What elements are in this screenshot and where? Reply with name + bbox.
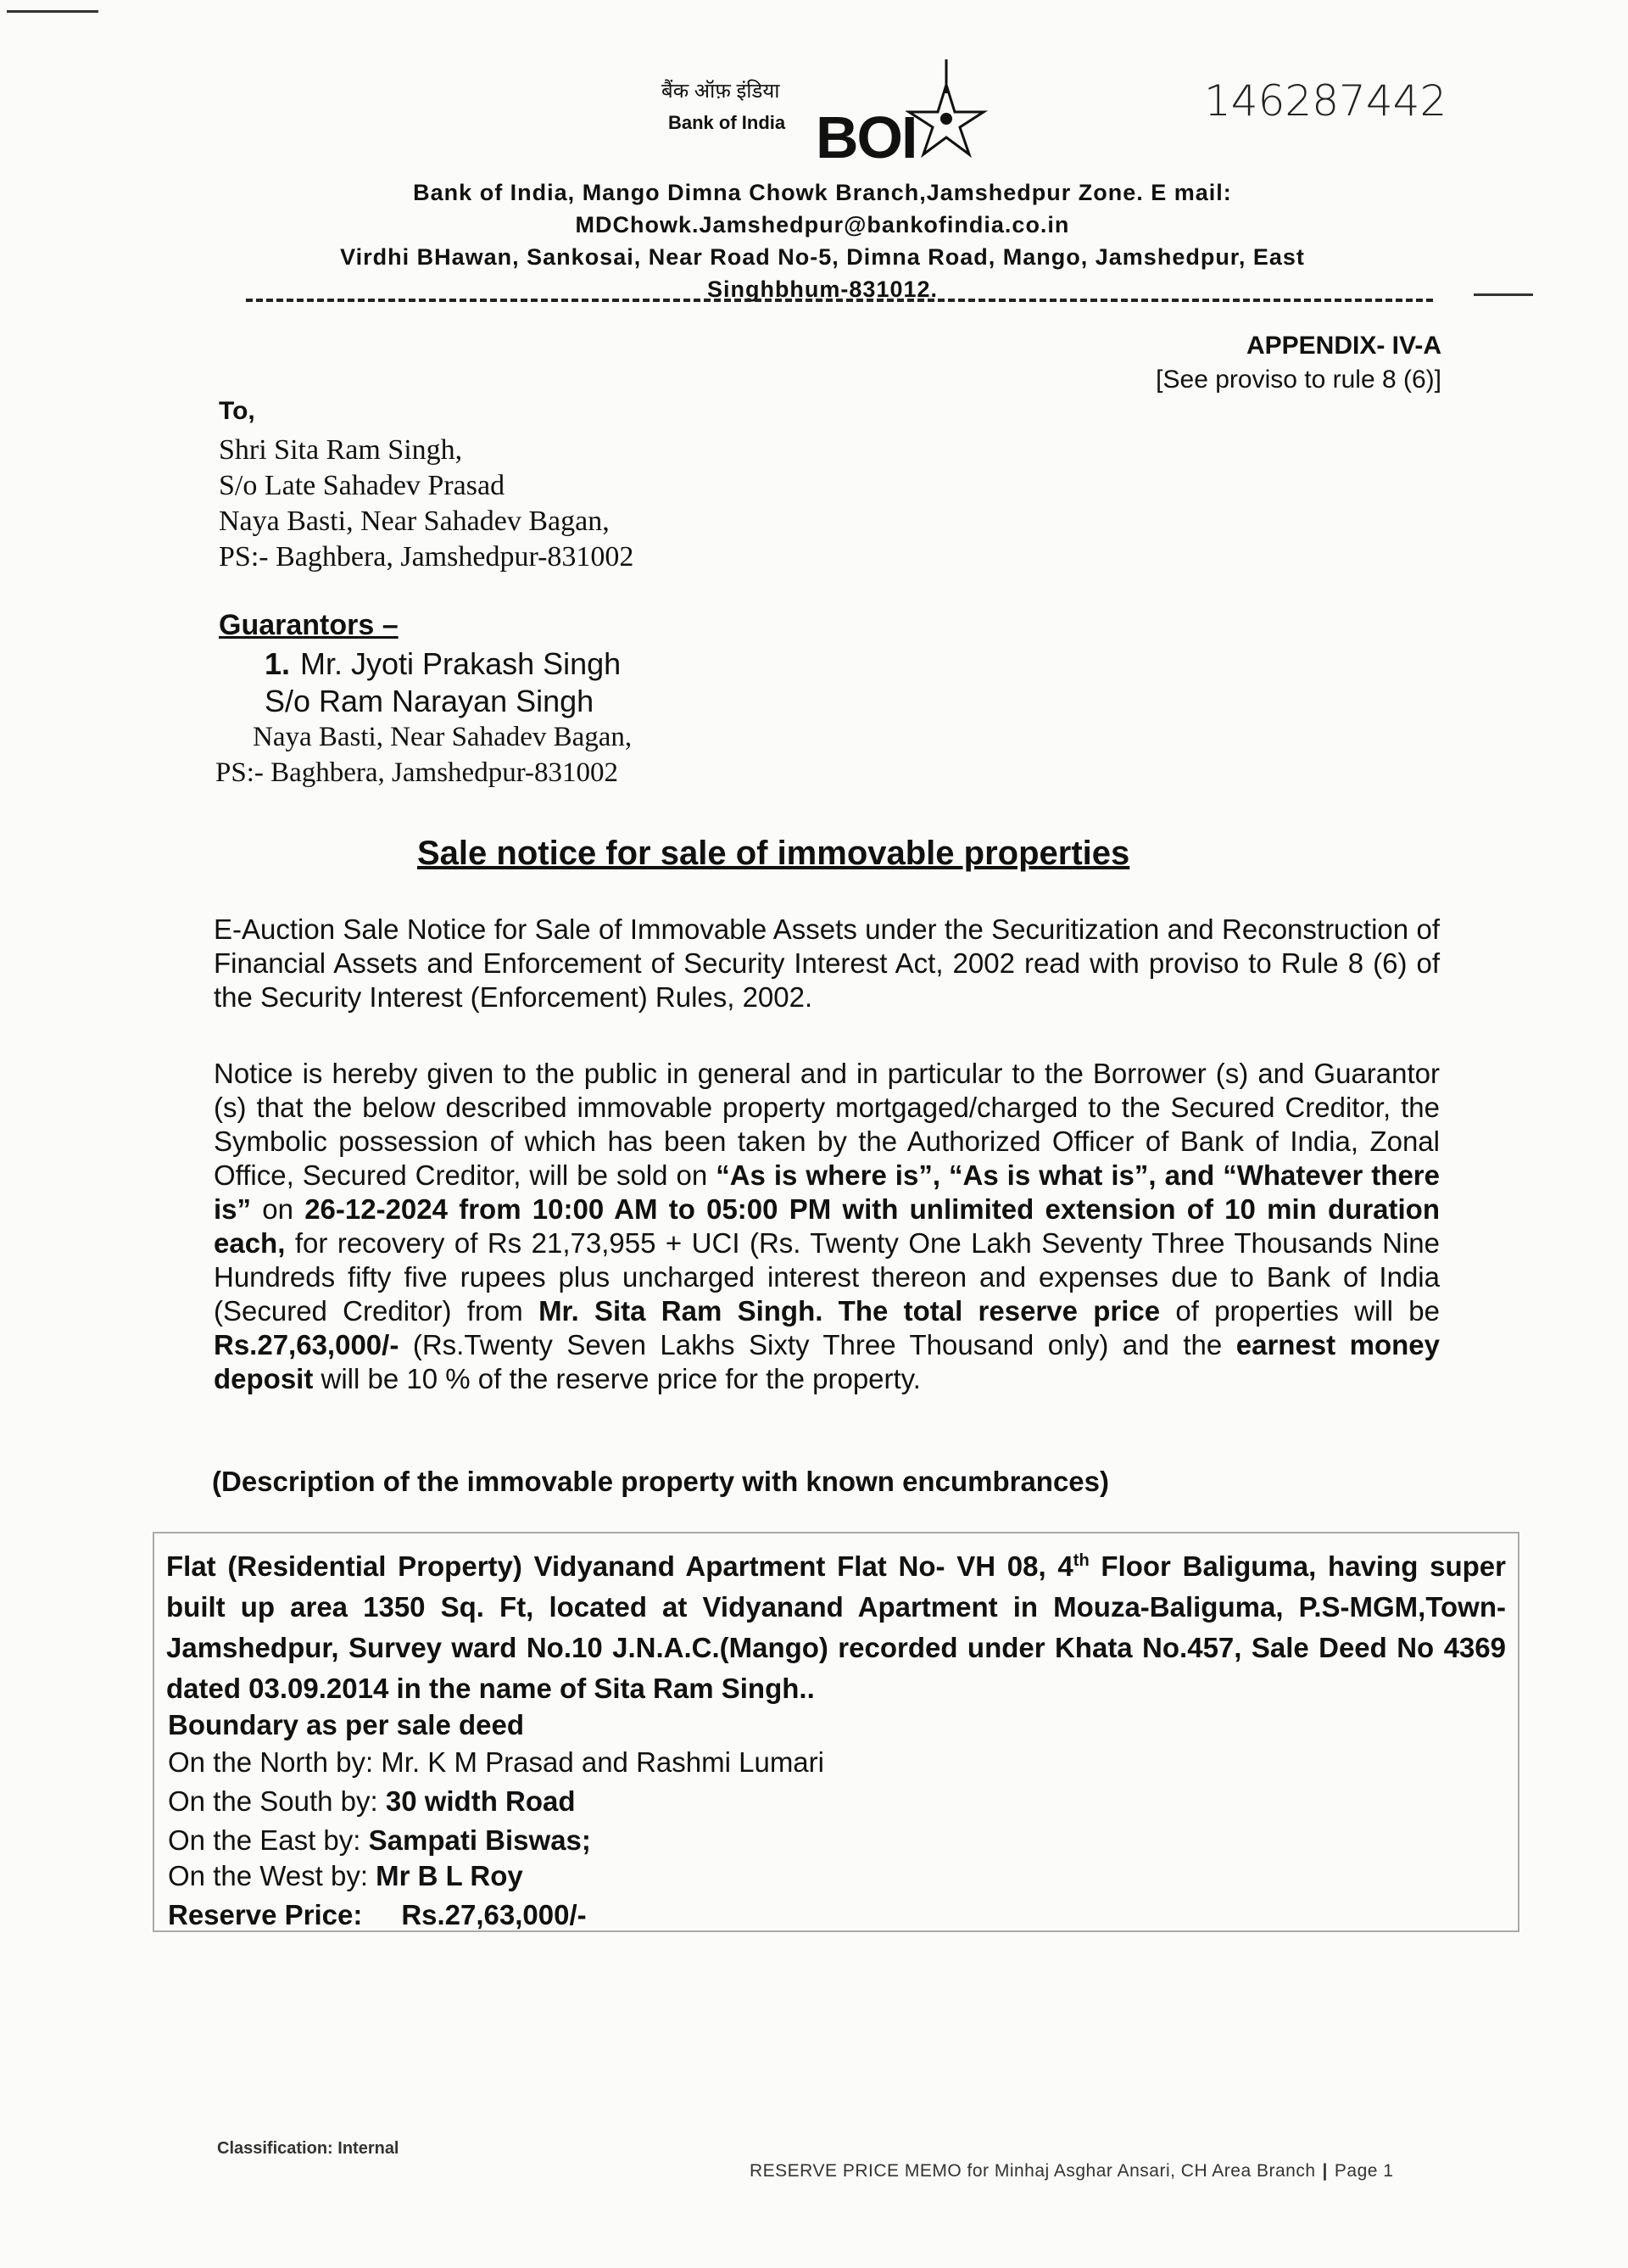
property-floor-suffix: th	[1073, 1551, 1090, 1570]
notice-paragraph-2	[214, 1057, 1440, 1396]
east-value: Sampati Biswas;	[368, 1824, 591, 1856]
appendix-subtitle: [See proviso to rule 8 (6)]	[1156, 366, 1441, 394]
bank-address-header	[280, 176, 1365, 305]
property-text-a: Flat (Residential Property) Vidyanand Apartment Flat No- VH 08, 4	[166, 1550, 1073, 1582]
east-label: On the East by:	[168, 1824, 361, 1856]
logo-english-text: Bank of India	[668, 112, 786, 133]
p2-reserve-price: Rs.27,63,000/-	[214, 1329, 399, 1360]
guarantor-address-2: PS:- Baghbera, Jamshedpur-831002	[215, 757, 619, 788]
p2-text-5: (Rs.Twenty Seven Lakhs Sixty Three Thousand only) and the	[399, 1329, 1236, 1360]
appendix-title: APPENDIX- IV-A	[1246, 332, 1441, 360]
scan-mark-top-left	[7, 10, 98, 13]
p2-text-1: Notice is hereby given to the public in general and in particular to the Borrower (s) and Guarantor (s) that the below described immovable property mortgaged/charged to the Secured Creditor, the Symbolic possession of which has been taken by the Authorized Officer of Bank of India, Zonal Office, Secured Creditor, will be sold on	[214, 1058, 1440, 1191]
p2-borrower: Mr. Sita Ram Singh. The total reserve price	[538, 1295, 1161, 1327]
memo-footer	[750, 2161, 1393, 2181]
handwritten-reference-number: 146287442	[1204, 76, 1447, 126]
guarantor-relation: S/o Ram Narayan Singh	[265, 684, 594, 718]
boundary-west	[168, 1857, 523, 1895]
header-line-4: Singhbhum-831012.	[706, 277, 939, 302]
p2-text-3: for recovery of Rs 21,73,955 + UCI (Rs. Twenty One Lakh Seventy Three Thousands Nine Hundreds fifty five rupees plus uncharged interest thereon and expenses due to Bank of India (Secured Creditor) from	[214, 1227, 1440, 1327]
guarantor-address-1: Naya Basti, Near Sahadev Bagan,	[253, 722, 633, 752]
header-line-3: Virdhi BHawan, Sankosai, Near Road No-5, Dimna Road, Mango, Jamshedpur, East	[340, 244, 1305, 270]
notice-paragraph-1: E-Auction Sale Notice for Sale of Immovable Assets under the Securitization and Reconstruction of Financial Assets and Enforcement of Security Interest Act, 2002 read with proviso to Rule 8 (6) of the Security Interest (Enforcement) Rules, 2002.	[214, 913, 1440, 1013]
guarantor-1-name-line	[265, 646, 621, 682]
header-line-1: Bank of India, Mango Dimna Chowk Branch,Jamshedpur Zone. E mail:	[413, 180, 1232, 205]
west-label: On the West by:	[168, 1860, 368, 1891]
north-value: Mr. K M Prasad and Rashmi Lumari	[381, 1746, 824, 1778]
addressee-address-1: Naya Basti, Near Sahadev Bagan,	[219, 506, 610, 537]
guarantor-name: Mr. Jyoti Prakash Singh	[300, 646, 622, 681]
guarantor-address	[215, 719, 632, 790]
property-text-b: Floor Baliguma, having super built up area 1350 Sq. Ft, located at Vidyanand Apartment in Mouza-Baliguma, P.S-MGM,Town-Jamshedpur, Survey ward No.10 J.N.A.C.(Mango) recorded under Khata No.457, Sale Deed No 4369 dated 03.09.2014 in the name of Sita Ram Singh..	[166, 1550, 1506, 1704]
addressee-relation: S/o Late Sahadev Prasad	[219, 470, 505, 501]
reserve-label: Reserve Price:	[168, 1899, 363, 1930]
p2-auction-date: 26-12-2024 from 10:00 AM to 05:00 PM with unlimited extension of 10 min duration each,	[214, 1193, 1440, 1259]
guarantors-heading: Guarantors –	[219, 609, 399, 641]
p2-text-2: on	[251, 1193, 305, 1225]
notice-title: Sale notice for sale of immovable properties	[417, 835, 1130, 872]
property-description	[166, 1540, 1506, 1709]
bank-logo	[661, 59, 1001, 170]
scan-mark-right	[1474, 293, 1533, 296]
p2-sale-basis: “As is where is”, “As is what is”, and “Whatever there is”	[214, 1159, 1440, 1225]
logo-abbr-text: BOI	[816, 104, 917, 170]
star-logo-icon	[906, 59, 990, 161]
logo-hindi-text: बैंक ऑफ़ इंडिया	[661, 80, 780, 103]
reserve-value: Rs.27,63,000/-	[401, 1899, 587, 1930]
boundary-east	[168, 1822, 591, 1859]
boundary-south	[168, 1783, 576, 1820]
p2-text-4: of properties will be	[1160, 1295, 1440, 1327]
page-number: Page 1	[1334, 2161, 1394, 2181]
to-label: To,	[219, 397, 255, 425]
header-divider	[246, 299, 1433, 302]
p2-emd: earnest money deposit	[214, 1329, 1440, 1394]
p2-text-6: will be 10 % of the reserve price for the property.	[313, 1363, 921, 1394]
footer-separator: |	[1322, 2161, 1328, 2181]
addressee-name: Shri Sita Ram Singh,	[219, 434, 463, 466]
south-label: On the South by:	[168, 1785, 378, 1817]
header-email: MDChowk.Jamshedpur@bankofindia.co.in	[575, 212, 1070, 237]
boundary-north	[168, 1744, 824, 1781]
south-value: 30 width Road	[385, 1785, 576, 1817]
boundary-heading: Boundary as per sale deed	[168, 1709, 524, 1740]
addressee-address-2: PS:- Baghbera, Jamshedpur-831002	[219, 541, 634, 573]
appendix-reference	[1018, 329, 1441, 397]
classification-footer: Classification: Internal	[217, 2139, 399, 2158]
addressee-block	[219, 433, 633, 575]
reserve-price-line	[168, 1897, 587, 1934]
west-value: Mr B L Roy	[376, 1860, 523, 1891]
guarantor-number: 1.	[265, 646, 291, 681]
description-heading: (Description of the immovable property with known encumbrances)	[212, 1466, 1109, 1497]
memo-text: RESERVE PRICE MEMO for Minhaj Asghar Ansari, CH Area Branch	[750, 2161, 1316, 2181]
north-label: On the North by:	[168, 1746, 374, 1778]
